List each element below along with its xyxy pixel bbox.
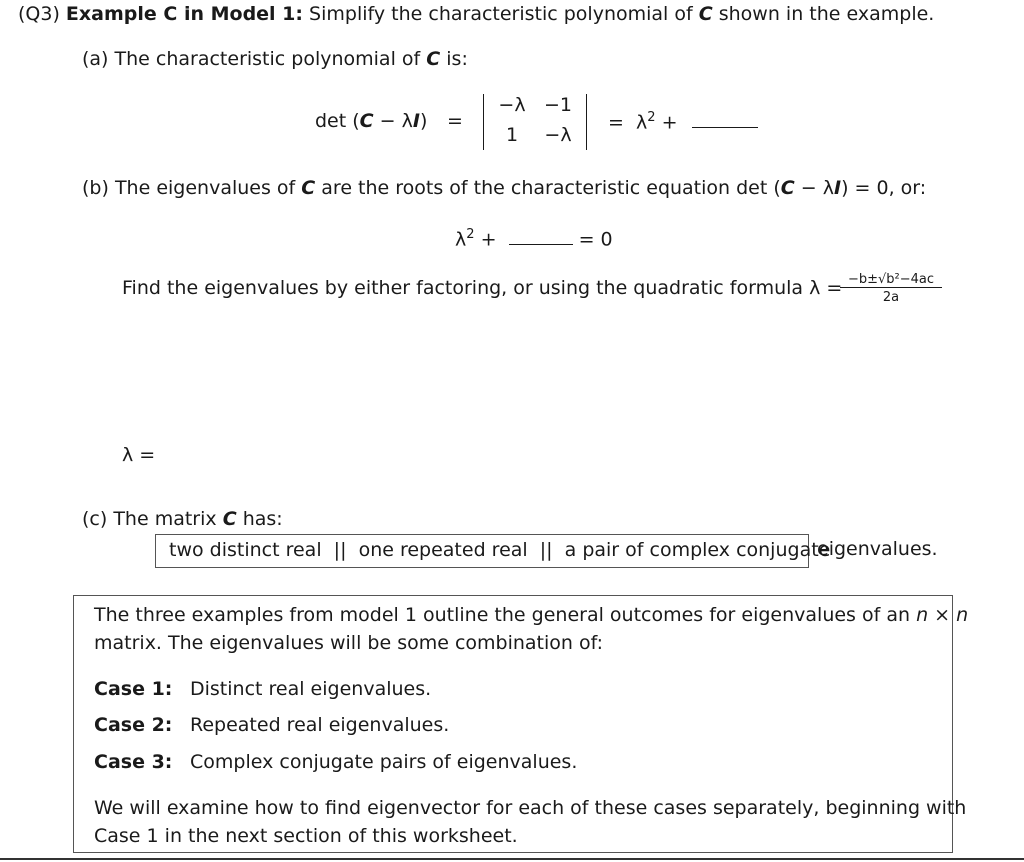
- matrix-size: n × n: [916, 604, 969, 626]
- case-text: Complex conjugate pairs of eigenvalues.: [190, 751, 578, 773]
- part-b-text-end: ) = 0, or:: [841, 177, 927, 199]
- equation-rhs: = 0: [578, 228, 613, 251]
- determinant-bar-left: [483, 94, 484, 150]
- identity-var: I: [833, 177, 842, 199]
- equals-sign: =: [447, 110, 463, 132]
- question-intro: Simplify the characteristic polynomial of: [309, 3, 693, 25]
- identity-var: I: [412, 110, 420, 132]
- part-b-text-mid: are the roots of the characteristic equation det (: [321, 177, 781, 199]
- det-open: det (: [315, 110, 360, 132]
- characteristic-equation: [455, 227, 613, 250]
- part-c-text: The matrix: [113, 508, 217, 530]
- case-label: Case 2:: [94, 714, 173, 736]
- find-eigenvalues-text: Find the eigenvalues by either factoring, or using the quadratic formula λ =: [122, 277, 843, 299]
- question-number: (Q3): [18, 3, 60, 25]
- matrix-var: C: [222, 508, 237, 530]
- part-b-label: (b): [82, 177, 109, 199]
- part-c-text-end: has:: [242, 508, 283, 530]
- matrix-var: C: [780, 177, 795, 199]
- matrix-var: C: [301, 177, 316, 199]
- answer-blank-b[interactable]: [509, 244, 573, 245]
- case-label: Case 1:: [94, 678, 173, 700]
- matrix-var: C: [426, 48, 441, 70]
- question-title: Example C in Model 1:: [65, 3, 303, 25]
- lambda-answer-label: λ =: [122, 444, 156, 466]
- part-a-text-end: is:: [446, 48, 468, 70]
- det-expression: [315, 110, 427, 132]
- question-header: [18, 3, 934, 25]
- matrix-cell: −λ: [498, 94, 526, 116]
- answer-blank-a[interactable]: [692, 127, 758, 128]
- part-b-text: The eigenvalues of: [114, 177, 296, 199]
- summary-intro-text: The three examples from model 1 outline the general outcomes for eigenvalues of an: [94, 604, 911, 626]
- determinant-bar-right: [586, 94, 587, 150]
- part-a-label: (a): [82, 48, 109, 70]
- summary-intro-line2: matrix. The eigenvalues will be some combination of:: [94, 632, 604, 654]
- quadratic-formula-denominator: 2a: [882, 290, 900, 305]
- matrix-var: C: [698, 3, 713, 25]
- part-a-prompt: [82, 48, 468, 70]
- summary-outro-line2: Case 1 in the next section of this worksheet.: [94, 825, 518, 847]
- plus-sign: +: [480, 228, 497, 251]
- case-label: Case 3:: [94, 751, 173, 773]
- det-close: ): [419, 110, 428, 132]
- summary-outro-line1: We will examine how to find eigenvector for each of these cases separately, beginning with: [94, 797, 967, 819]
- equals-sign: =: [608, 111, 624, 134]
- part-c-label: (c): [82, 508, 108, 530]
- options-suffix: eigenvalues.: [817, 538, 938, 560]
- eigenvalue-options[interactable]: two distinct real || one repeated real || a pair of complex conjugate: [169, 539, 831, 561]
- question-intro-end: shown in the example.: [718, 3, 935, 25]
- summary-box: [73, 595, 969, 853]
- exponent: 2: [466, 227, 475, 242]
- eigenvalue-options-box[interactable]: [155, 534, 831, 568]
- matrix-cell: 1: [505, 124, 519, 146]
- matrix-var: C: [359, 110, 374, 132]
- part-c-prompt: [82, 508, 283, 530]
- exponent: 2: [647, 110, 656, 125]
- part-b-prompt: [82, 177, 926, 199]
- lambda: λ: [636, 111, 648, 134]
- quadratic-formula-numerator: −b±√b²−4ac: [840, 272, 942, 288]
- page-bottom-rule: [0, 858, 1024, 860]
- part-a-text: The characteristic polynomial of: [114, 48, 421, 70]
- plus-sign: +: [661, 111, 678, 134]
- case-text: Distinct real eigenvalues.: [190, 678, 432, 700]
- polynomial-rhs: [608, 110, 758, 133]
- det-minus-lambda: − λ: [373, 110, 413, 132]
- case-text: Repeated real eigenvalues.: [190, 714, 450, 736]
- lambda: λ: [455, 228, 467, 251]
- det-minus-lambda: − λ: [794, 177, 834, 199]
- summary-intro-line1: [94, 604, 968, 626]
- matrix-cell: −λ: [544, 124, 572, 146]
- matrix-cell: −1: [543, 94, 572, 116]
